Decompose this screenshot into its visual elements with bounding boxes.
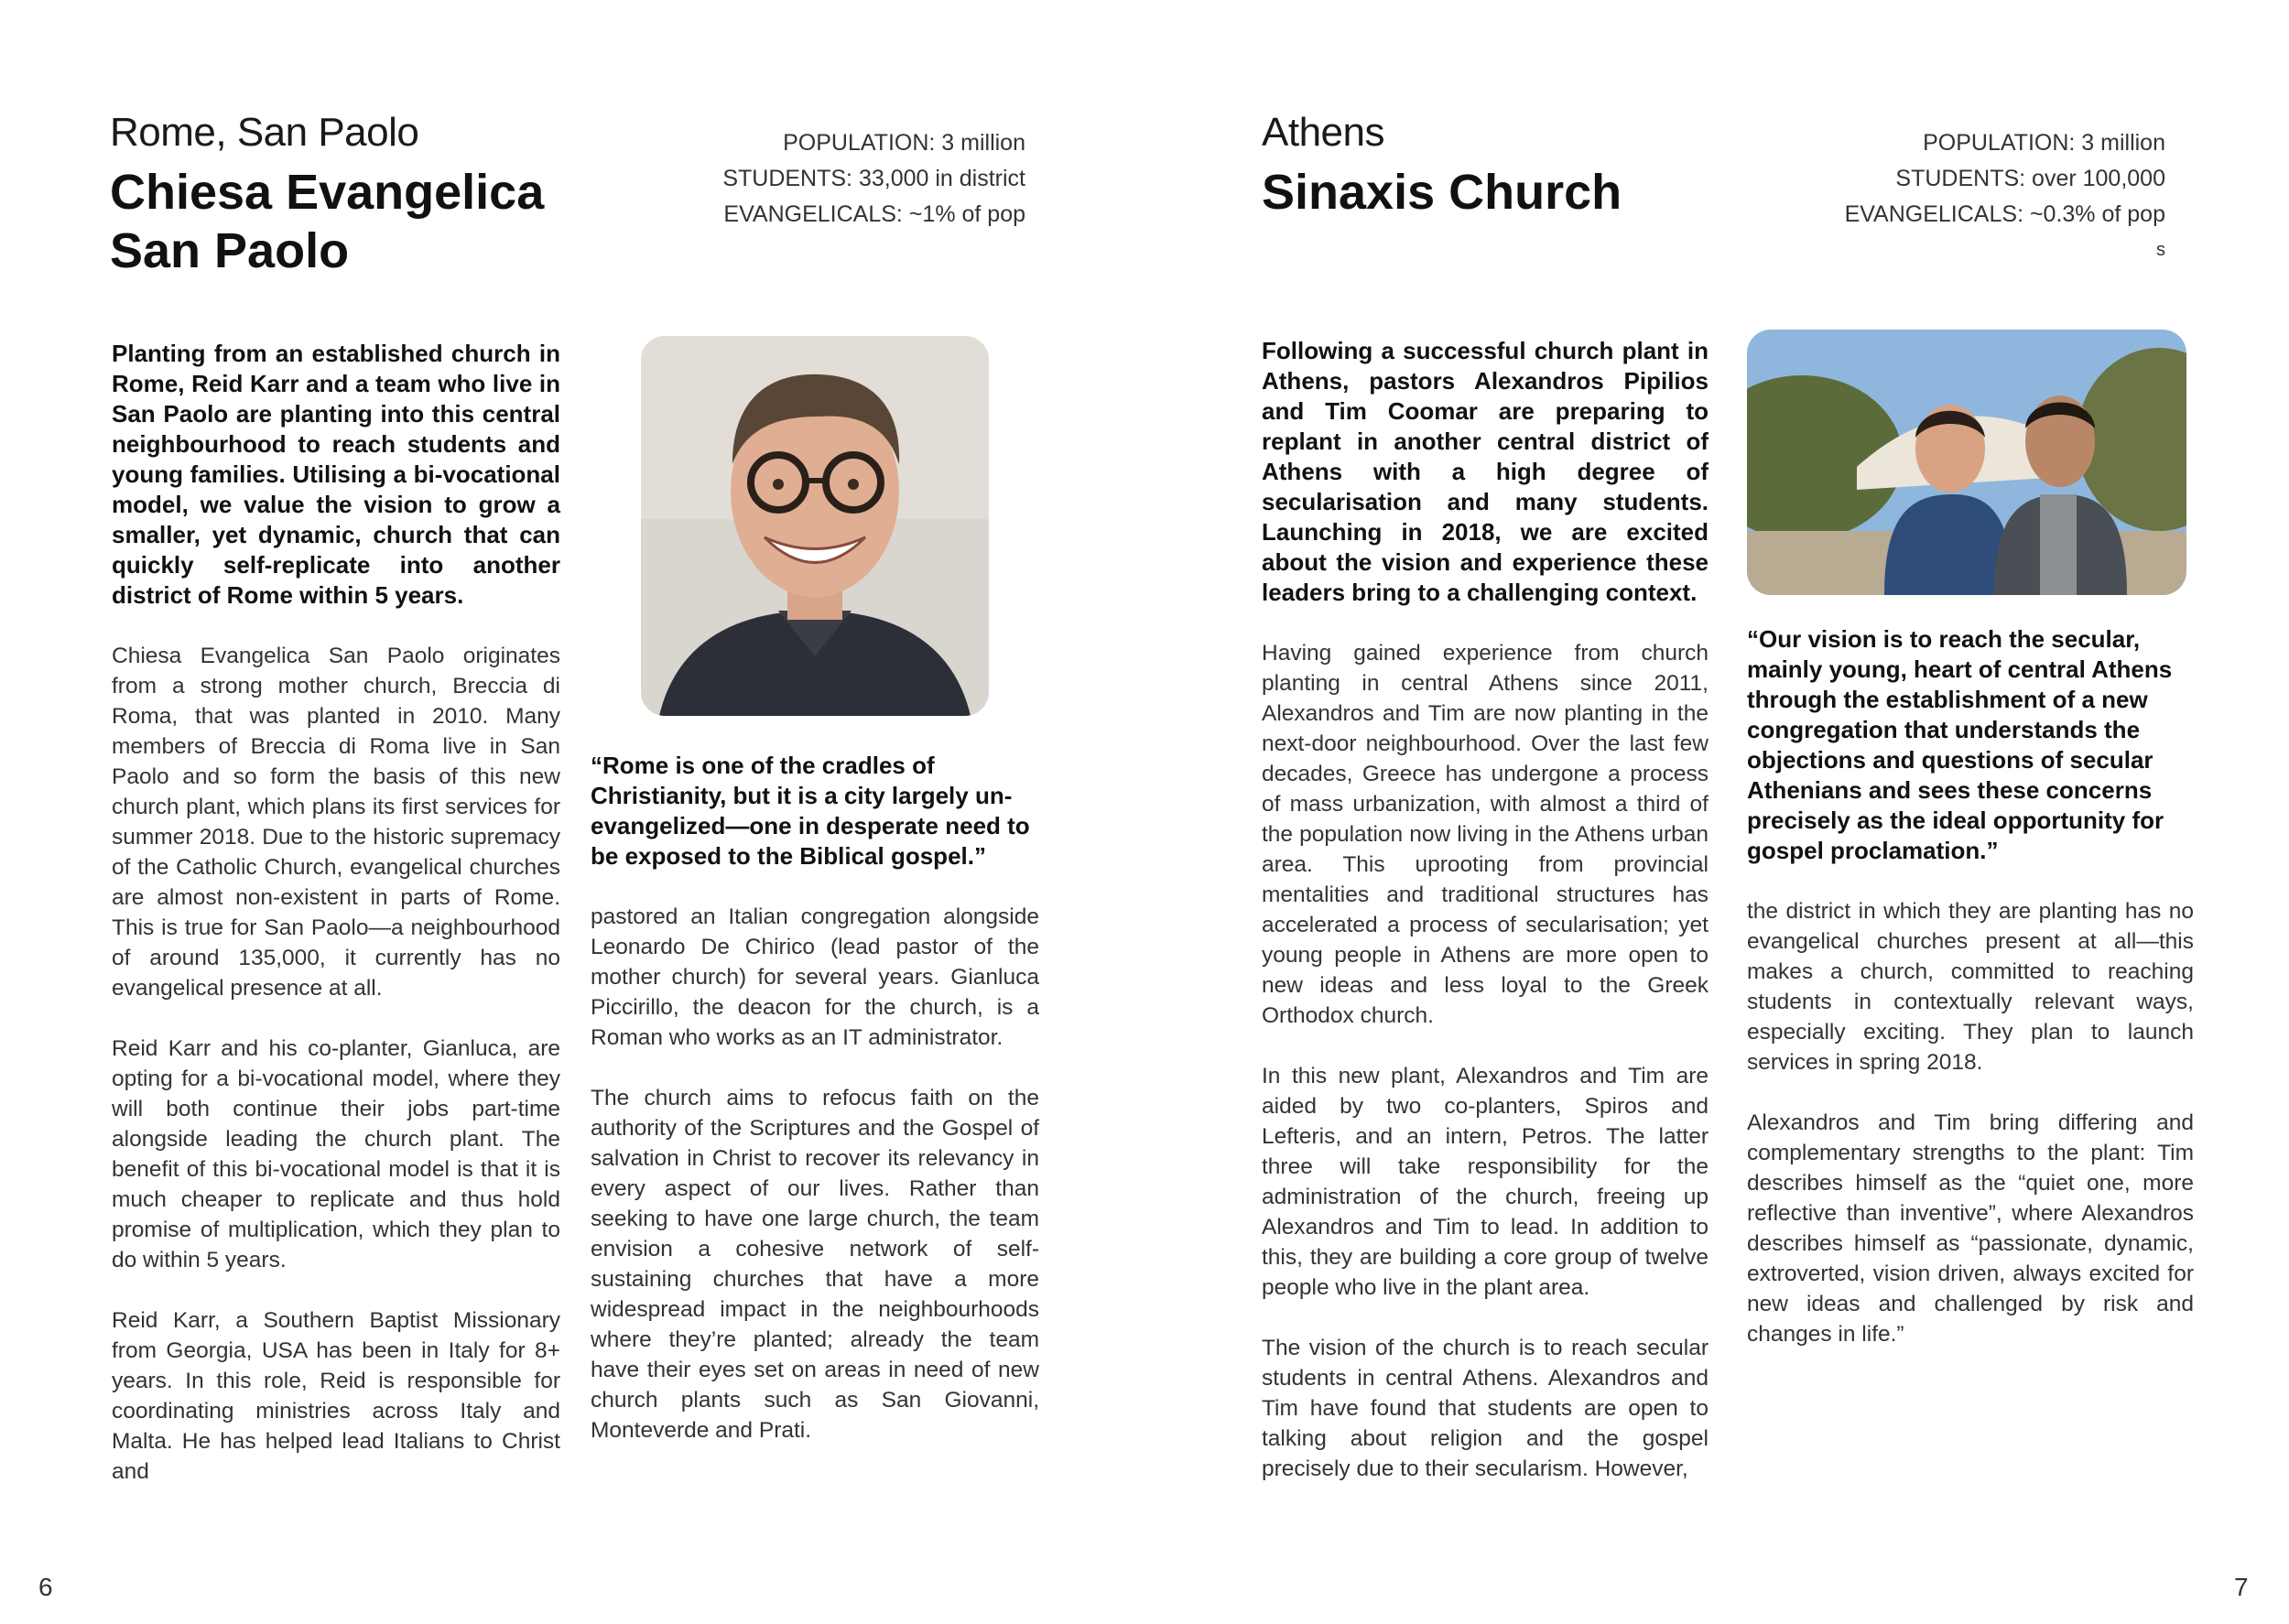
right-body-paragraph: Having gained experience from church planting in central Athens since 2011, Alexandros and Tim are now planting in the next-door neighbourhood. Over the last few decades, Greece has undergone a process of mass urbanization, with almost a third of the population now living in the Athens urban area. This uprooting from provincial mentalities and traditional structures has accelerated a process of secularisation; yet young people in Athens are more open to new ideas and less loyal to the Greek Orthodox church.	[1262, 641, 1709, 1028]
reid-karr-photo	[641, 336, 989, 716]
left-body-paragraph: Reid Karr and his co-planter, Gianluca, are opting for a bi-vocational model, where they will both continue their jobs part-time alongside leading the church plant. The benefit of this bi-vocational model is that it is much cheaper to replicate and thus hold promise of multiplication, which they plan to do within 5 years.	[112, 1036, 560, 1272]
right-body-paragraph: the district in which they are planting has no evangelical churches present at all—this makes a church, committed to reaching students in contextually relevant ways, especially exciting. They plan to launch services in spring 2018.	[1747, 899, 2194, 1075]
left-title-line1: Chiesa Evangelica	[110, 165, 545, 220]
left-stat-population: POPULATION: 3 million	[783, 130, 1025, 156]
left-body-paragraph: Chiesa Evangelica San Paolo originates from a strong mother church, Breccia di Roma, that was planted in 2010. Many members of Breccia di Roma live in San Paolo and so form the basis of this new church plant, which plans its first services for summer 2018. Due to the historic supremacy of the Catholic Church, evangelical churches are almost non-existent in parts of Rome. This is true for San Paolo—a neighbourhood of around 135,000, it currently has no evangelical presence at all.	[112, 644, 560, 1001]
left-intro: Planting from an established church in Rome, Reid Karr and a team who live in San Paolo are planting into this central neighbourhood to reach students and young families. Utilising a bi-vocational model, we value the vision to grow a smaller, yet dynamic, church that can quickly self-replicate into another district of Rome within 5 years.	[112, 340, 560, 609]
right-city-label: Athens	[1262, 110, 1384, 155]
left-body-paragraph: Reid Karr, a Southern Baptist Missionary from Georgia, USA has been in Italy for 8+ years. In this role, Reid is responsible for coordinating ministries across Italy and Malta. He has helped lead Italians to Christ and	[112, 1308, 560, 1484]
right-stat-overflow: s	[2156, 240, 2165, 260]
left-city-label: Rome, San Paolo	[110, 110, 419, 155]
left-stat-students: STUDENTS: 33,000 in district	[722, 166, 1025, 191]
left-body-paragraph: The church aims to refocus faith on the authority of the Scriptures and the Gospel of salvation in Christ to recover its relevancy in every aspect of our lives. Rather than seeking to have one large church, the team envision a cohesive network of self-sustaining churches that have a more widespread impact in the neighbourhoods where they’re planted; already the team have their eyes set on areas in need of new church plants such as San Giovanni, Monteverde and Prati.	[591, 1086, 1039, 1443]
right-body-paragraph: In this new plant, Alexandros and Tim are aided by two co-planters, Spiros and Lefteris, and an intern, Petros. The latter three will take responsibility for the administration of the church, freeing up Alexandros and Tim to lead. In addition to this, they are building a core group of twelve people who live in the plant area.	[1262, 1064, 1709, 1300]
left-body-paragraph: pastored an Italian congregation alongside Leonardo De Chirico (lead pastor of the mother church) for several years. Gianluca Piccirillo, the deacon for the church, is a Roman who works as an IT administrator.	[591, 904, 1039, 1050]
left-quote: “Rome is one of the cradles of Christianity, but it is a city largely un-evangelized—one in desperate need to be exposed to the Biblical gospel.”	[591, 752, 1030, 870]
right-stats	[1730, 125, 2165, 268]
left-page-number: 6	[38, 1573, 53, 1601]
right-intro: Following a successful church plant in Athens, pastors Alexandros Pipilios and Tim Coomar are preparing to replant in another central district of Athens with a high degree of secularisation and many students. Launching in 2018, we are excited about the vision and experience these leaders bring to a challenging context.	[1262, 337, 1709, 606]
left-stats	[659, 125, 1025, 233]
left-page-title	[110, 163, 659, 280]
right-stat-evangelicals: EVANGELICALS: ~0.3% of pop	[1844, 201, 2165, 227]
left-stat-evangelicals: EVANGELICALS: ~1% of pop	[723, 201, 1025, 227]
alexandros-tim-photo	[1747, 330, 2186, 595]
right-stat-students: STUDENTS: over 100,000	[1895, 166, 2165, 191]
right-quote: “Our vision is to reach the secular, mainly young, heart of central Athens through the establishment of a new congregation that understands the objections and questions of secular Athenians and sees these concerns precisely as the ideal opportunity for gospel proclamation.”	[1747, 625, 2173, 864]
left-title-line2: San Paolo	[110, 223, 350, 278]
right-stat-population: POPULATION: 3 million	[1923, 130, 2165, 156]
right-body-paragraph: The vision of the church is to reach secular students in central Athens. Alexandros and Tim have found that students are open to talking about religion and the gospel precisely due to their secularism. However,	[1262, 1336, 1709, 1481]
right-body-paragraph: Alexandros and Tim bring differing and complementary strengths to the plant: Tim describes himself as the “quiet one, more reflective than inventive”, where Alexandros describes himself as “passionate, dynamic, extroverted, vision driven, always excited for new ideas and challenged by risk and changes in life.”	[1747, 1110, 2194, 1347]
right-column-1	[1262, 336, 1709, 1514]
right-page-title: Sinaxis Church	[1262, 165, 1622, 220]
left-column-1	[112, 339, 560, 1517]
left-column-2	[591, 751, 1039, 1476]
right-page-number: 7	[2234, 1573, 2249, 1601]
right-column-2	[1747, 624, 2194, 1380]
